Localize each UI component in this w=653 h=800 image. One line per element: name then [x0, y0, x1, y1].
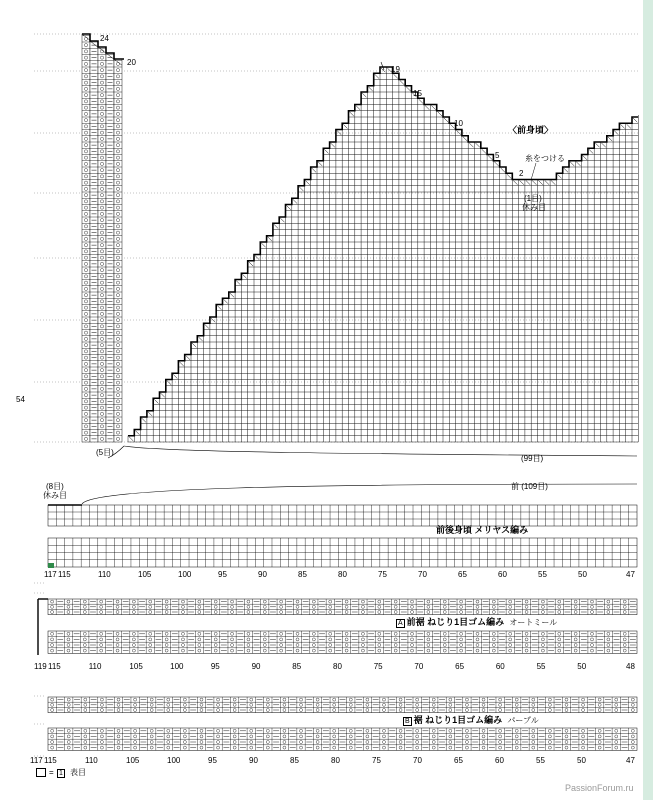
decrease-mark: [482, 149, 486, 153]
decrease-mark: [198, 337, 202, 341]
decrease-mark: [476, 143, 480, 147]
decrease-mark: [539, 181, 543, 185]
decrease-mark: [230, 293, 234, 297]
decrease-mark: [608, 137, 612, 141]
decrease-mark: [280, 218, 284, 222]
decrease-mark: [305, 181, 309, 185]
decrease-mark: [179, 362, 183, 366]
decrease-mark: [318, 162, 322, 166]
decrease-mark: [224, 299, 228, 303]
decrease-mark: [614, 131, 618, 135]
decrease-mark: [557, 174, 561, 178]
decrease-mark: [135, 431, 139, 435]
decrease-mark: [406, 87, 410, 91]
body-upper-frame: [48, 505, 637, 526]
decrease-mark: [324, 149, 328, 153]
decrease-mark: [513, 181, 517, 185]
decrease-mark: [375, 74, 379, 78]
decrease-mark: [444, 118, 448, 122]
row-tick: [381, 62, 384, 70]
decrease-mark: [261, 243, 265, 247]
decrease-mark: [545, 181, 549, 185]
decrease-mark: [192, 343, 196, 347]
strip-column: [114, 59, 122, 442]
decrease-mark: [488, 156, 492, 160]
decrease-mark: [154, 399, 158, 403]
decrease-mark: [463, 137, 467, 141]
decrease-mark: [595, 143, 599, 147]
decrease-mark: [627, 124, 631, 128]
decrease-mark: [526, 181, 530, 185]
decrease-mark: [576, 162, 580, 166]
decrease-mark: [173, 374, 177, 378]
decrease-mark: [457, 131, 461, 135]
decrease-mark: [469, 143, 473, 147]
decrease-mark: [394, 74, 398, 78]
decrease-mark: [362, 93, 366, 97]
decrease-mark: [299, 187, 303, 191]
decrease-mark: [507, 174, 511, 178]
decrease-mark: [532, 181, 536, 185]
decrease-mark: [236, 281, 240, 285]
decrease-mark: [583, 156, 587, 160]
decrease-mark: [602, 143, 606, 147]
decrease-mark: [350, 112, 354, 116]
decrease-mark: [148, 412, 152, 416]
decrease-mark: [368, 87, 372, 91]
decrease-mark: [242, 274, 246, 278]
decrease-mark: [337, 131, 341, 135]
decrease-mark: [438, 112, 442, 116]
decrease-mark: [494, 162, 498, 166]
hem-b-rib-grid: [48, 697, 637, 750]
decrease-mark: [217, 306, 221, 310]
decrease-mark: [287, 206, 291, 210]
decrease-mark: [205, 324, 209, 328]
strip-column: [98, 47, 106, 442]
decrease-mark: [186, 356, 190, 360]
decrease-mark: [293, 199, 297, 203]
decrease-mark: [589, 149, 593, 153]
decrease-mark: [419, 99, 423, 103]
left-rib-strip: [82, 34, 124, 442]
body-grid: [48, 505, 637, 568]
decrease-mark: [564, 168, 568, 172]
start-marker: [48, 563, 54, 568]
bind-off-outline: [128, 67, 638, 436]
decrease-mark: [161, 393, 165, 397]
decrease-mark: [274, 224, 278, 228]
decrease-mark: [431, 106, 435, 110]
front-shaping-grid: [128, 62, 638, 442]
decrease-mark: [129, 437, 133, 441]
decrease-mark: [255, 256, 259, 260]
decrease-mark: [268, 237, 272, 241]
decrease-mark: [425, 106, 429, 110]
decrease-mark: [356, 106, 360, 110]
decrease-mark: [551, 181, 555, 185]
decrease-mark: [570, 162, 574, 166]
decrease-mark: [312, 168, 316, 172]
strip-column: [106, 53, 114, 442]
decrease-mark: [142, 418, 146, 422]
decrease-mark: [249, 262, 253, 266]
decrease-mark: [520, 181, 524, 185]
decrease-mark: [331, 143, 335, 147]
decrease-mark: [343, 124, 347, 128]
decrease-mark: [501, 168, 505, 172]
decrease-mark: [633, 118, 637, 122]
decrease-mark: [167, 381, 171, 385]
yarn-pointer: [531, 163, 536, 180]
decrease-mark: [381, 68, 385, 72]
decrease-mark: [400, 81, 404, 85]
strip-column: [82, 34, 90, 442]
decrease-mark: [620, 124, 624, 128]
